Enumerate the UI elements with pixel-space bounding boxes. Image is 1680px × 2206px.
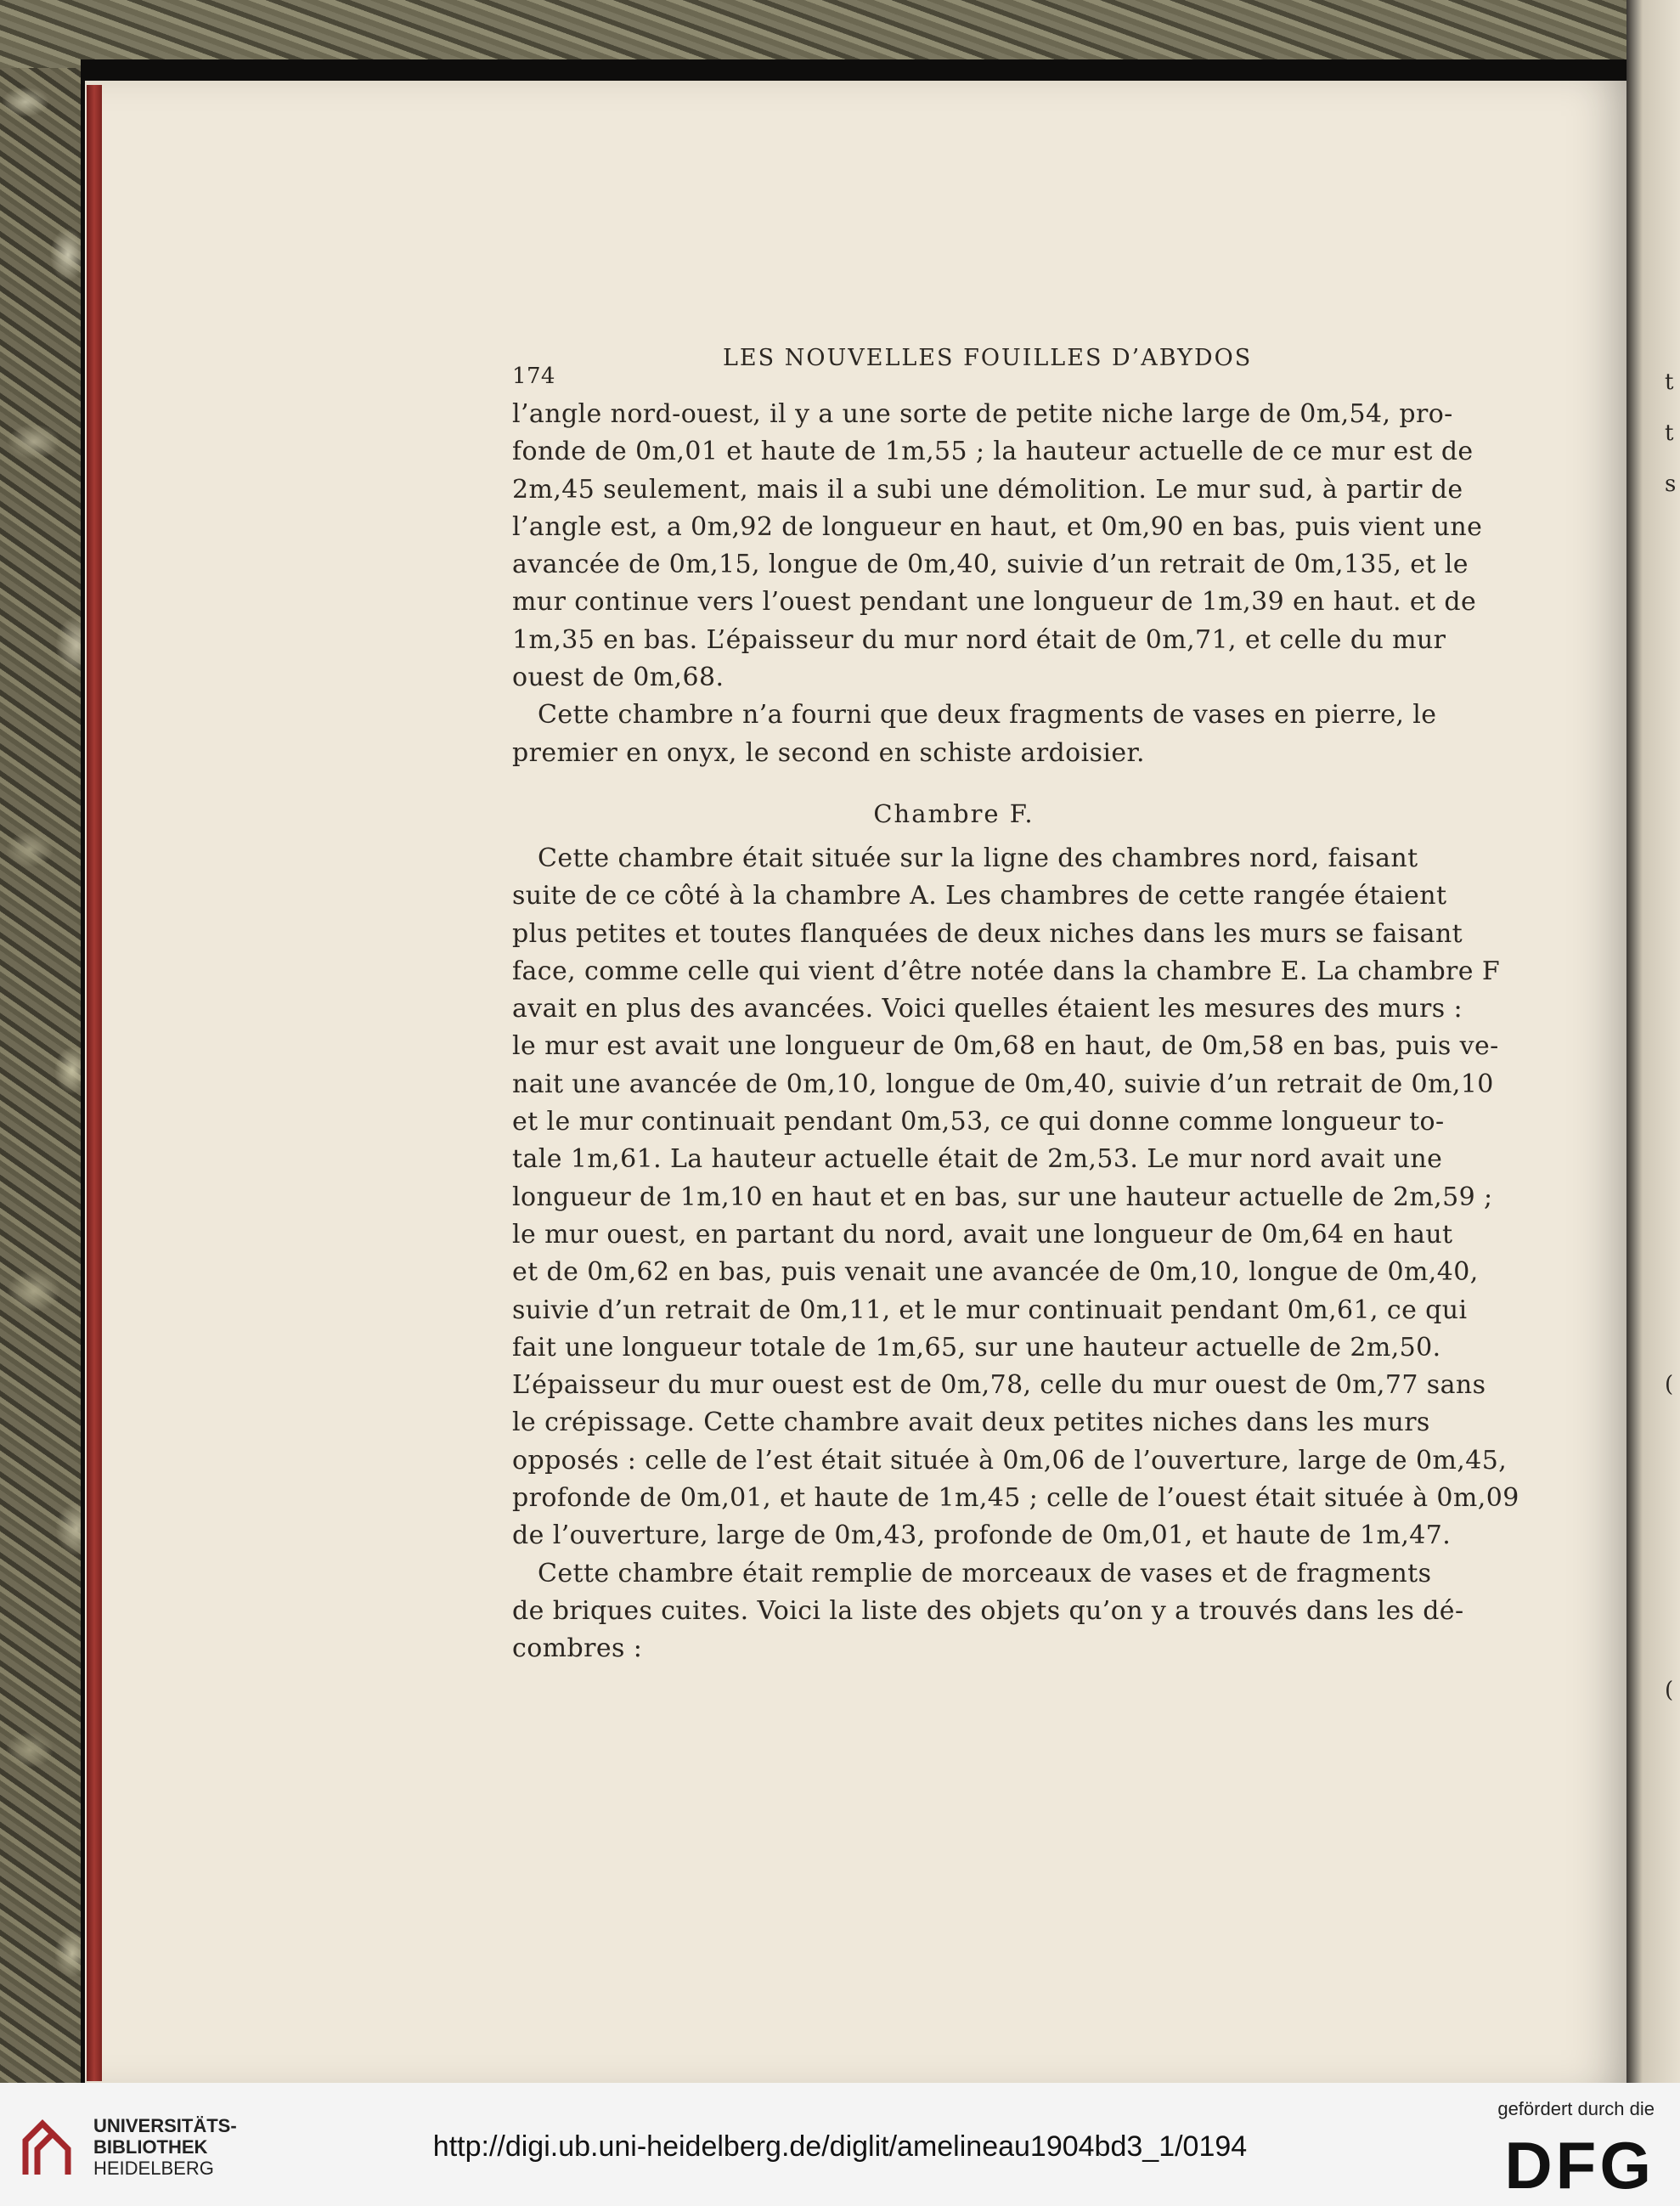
text-line: combres : [512,1633,643,1664]
library-name-line: BIBLIOTHEK [93,2136,208,2158]
margin-letter: ( [1665,1678,1674,1703]
facing-page-margin-letters [1665,357,1680,1716]
text-line: avancée de 0m,15, longue de 0m,40, suivie d’un retrait de 0m,135, et le [512,550,1469,580]
text-line: 1m,35 en bas. L’épaisseur du mur nord était de 0m,71, et celle du mur [512,624,1446,655]
text-line: avait en plus des avancées. Voici quelles étaient les mesures des murs : [512,994,1463,1024]
paragraph [512,1555,1464,1668]
section-heading: Chambre F. [873,798,1034,828]
footer-bar [0,2083,1680,2206]
paragraph [512,396,1483,697]
text-line: fonde de 0m,01 et haute de 1m,55 ; la hauteur actuelle de ce mur est de [512,437,1474,467]
text-line: 2m,45 seulement, mais il a subi une démolition. Le mur sud, à partir de [512,474,1463,505]
permalink-url[interactable]: http://digi.ub.uni-heidelberg.de/diglit/amelineau1904bd3_1/0194 [432,2130,1248,2163]
text-line: face, comme celle qui vient d’être notée dans la chambre E. La chambre F [512,956,1501,986]
funding-note: gefördert durch die [1497,2098,1655,2119]
page-number: 174 [512,364,555,389]
margin-letter: t [1665,370,1674,395]
text-line: mur continue vers l’ouest pendant une longueur de 1m,39 en haut. et de [512,587,1477,618]
marbled-edge-top [0,0,1631,68]
paragraph [512,697,1437,772]
margin-letter: s [1665,471,1677,497]
text-line: nait une avancée de 0m,10, longue de 0m,40, suivie d’un retrait de 0m,10 [512,1069,1494,1099]
text-line: premier en onyx, le second en schiste ardoisier. [512,737,1145,768]
margin-letter: t [1665,420,1674,446]
text-line: l’angle est, a 0m,92 de longueur en haut, et 0m,90 en bas, puis vient une [512,511,1483,542]
text-line: le mur ouest, en partant du nord, avait une longueur de 0m,64 en haut [512,1219,1453,1250]
running-head [512,340,1395,391]
library-name-line: UNIVERSITÄTS- [93,2115,237,2136]
text-line: L’épaisseur du mur ouest est de 0m,78, celle du mur ouest de 0m,77 sans [512,1370,1486,1401]
text-line: profonde de 0m,01, et haute de 1m,45 ; celle de l’ouest était située à 0m,09 [512,1483,1519,1514]
margin-letter: ( [1665,1372,1674,1397]
body-text [512,396,1519,1668]
text-line: de l’ouverture, large de 0m,43, profonde de 0m,01, et haute de 1m,47. [512,1521,1452,1551]
text-line: et de 0m,62 en bas, puis venait une avancée de 0m,10, longue de 0m,40, [512,1257,1479,1288]
library-name-line: HEIDELBERG [93,2158,214,2179]
text-line: ouest de 0m,68. [512,663,724,693]
text-line: le mur est avait une longueur de 0m,68 en haut, de 0m,58 en bas, puis ve- [512,1031,1499,1062]
text-line: de briques cuites. Voici la liste des objets qu’on y a trouvés dans les dé- [512,1595,1464,1626]
dfg-logo: DFG [1504,2128,1655,2203]
red-page-edge [87,85,102,2081]
text-line: opposés : celle de l’est était située à 0m,06 de l’ouverture, large de 0m,45, [512,1445,1508,1475]
text-line: longueur de 1m,10 en haut et en bas, sur une hauteur actuelle de 2m,59 ; [512,1182,1493,1212]
text-line: Cette chambre était remplie de morceaux de vases et de fragments [538,1558,1432,1588]
running-head-title: LES NOUVELLES FOUILLES D’ABYDOS [723,345,1253,371]
text-line: suite de ce côté à la chambre A. Les chambres de cette rangée étaient [512,881,1447,911]
text-line: l’angle nord-ouest, il y a une sorte de petite niche large de 0m,54, pro- [512,399,1453,429]
text-line: fait une longueur totale de 1m,65, sur une hauteur actuelle de 2m,50. [512,1332,1441,1363]
text-line: et le mur continuait pendant 0m,53, ce qui donne comme longueur to- [512,1107,1445,1137]
text-line: le crépissage. Cette chambre avait deux petites niches dans les murs [512,1408,1430,1438]
text-line: Cette chambre n’a fourni que deux fragments de vases en pierre, le [538,700,1437,731]
text-line: tale 1m,61. La hauteur actuelle était de 2m,53. Le mur nord avait une [512,1144,1443,1175]
paragraph [512,840,1519,1555]
text-line: Cette chambre était située sur la ligne des chambres nord, faisant [538,843,1418,873]
text-line: suivie d’un retrait de 0m,11, et le mur continuait pendant 0m,61, ce qui [512,1295,1468,1325]
text-line: plus petites et toutes flanquées de deux niches dans les murs se faisant [512,918,1463,949]
page-text [512,340,1519,1668]
